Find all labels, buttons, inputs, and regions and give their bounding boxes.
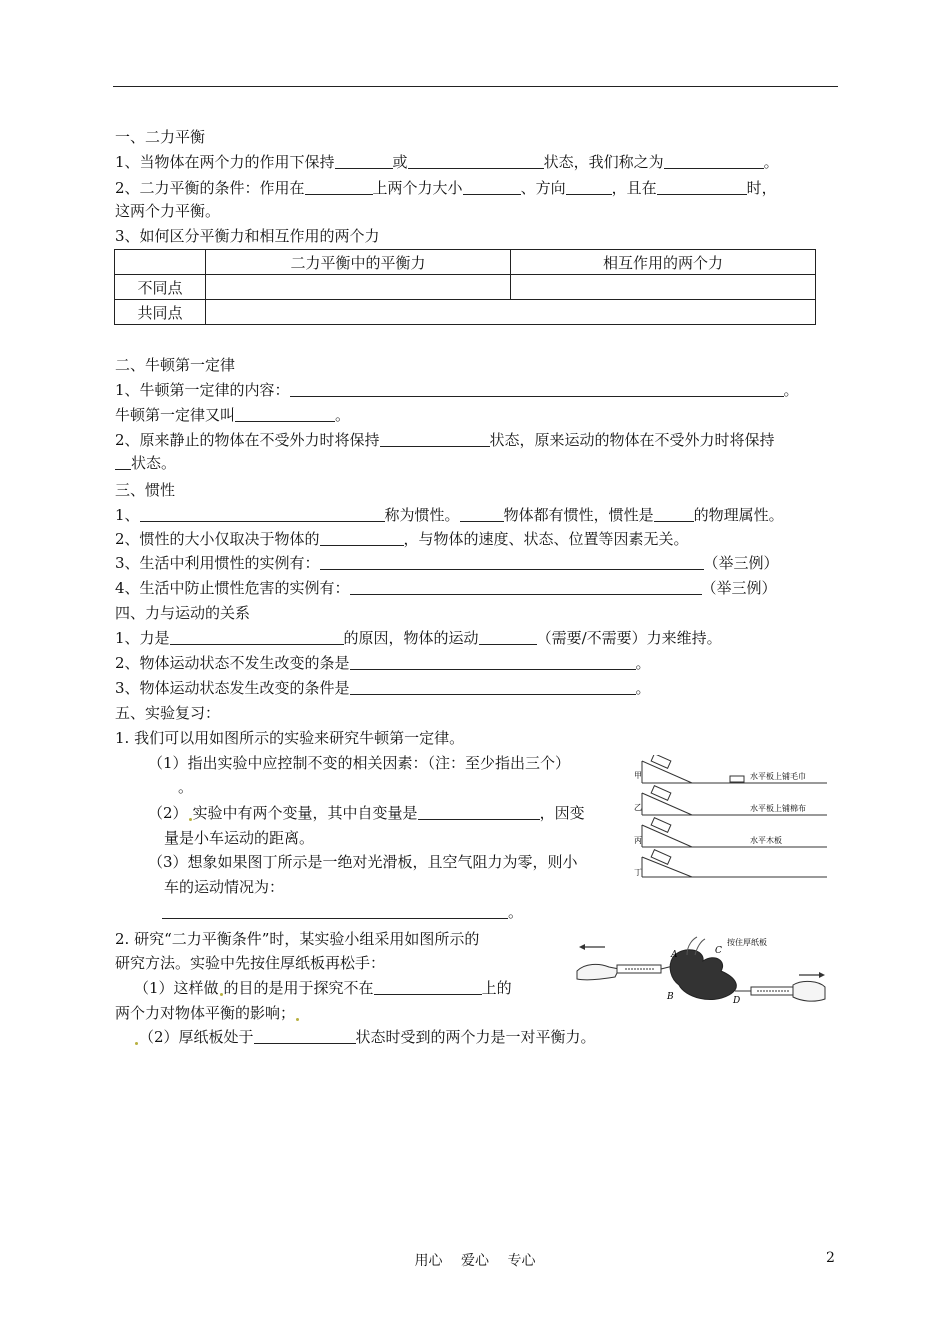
answer-blank[interactable] [335,153,393,169]
label-d: D [733,996,741,1006]
text: （2） [148,804,188,822]
section-1-q2-cont: 这两个力平衡。 [115,202,221,220]
text: 两个力对物体平衡的影响； [115,1004,296,1022]
text: 。 [335,406,351,424]
text: 状态，原来运动的物体在不受外力时将保持 [489,431,775,449]
answer-blank[interactable] [408,153,544,169]
text: 1、 [115,506,140,524]
text: 。 [783,381,799,399]
text: 上的 [481,979,512,997]
answer-blank[interactable] [350,654,636,670]
table-row-label-common: 共同点 [115,300,206,325]
text: 4、生活中防止惯性危害的实例有： [115,579,350,597]
left-hand-icon [577,964,619,979]
label-a: A [671,950,678,960]
row-tag: 丙 [634,836,642,845]
text: ，因变 [539,804,585,822]
text: 上两个力大小 [372,179,463,197]
text: ，与物体的速度、状态、位置等因素无关。 [403,530,689,548]
text: 时， [746,179,777,197]
answer-blank[interactable] [170,629,344,645]
experiment-2-stem-cont: 研究方法。实验中先按住厚纸板再松手： [115,954,386,972]
answer-blank[interactable] [463,179,521,195]
text: 状态，我们称之为 [543,153,664,171]
section-3-title: 三、惯性 [115,481,176,499]
ramp-row-1 [634,755,827,783]
arrow-head-icon [579,944,585,950]
section-2-q2 [115,430,775,450]
answer-blank[interactable] [305,179,373,195]
section-4-q3 [115,678,651,698]
answer-blank[interactable] [140,506,385,522]
answer-blank[interactable] [162,903,508,919]
text: 、方向 [520,179,566,197]
section-1-q1 [115,152,779,172]
table-row-label-diff: 不同点 [115,275,206,300]
answer-blank[interactable] [290,381,784,397]
answer-blank[interactable] [235,406,335,422]
section-3-q2 [115,529,689,549]
section-3-q1 [115,505,784,525]
text: 2、二力平衡的条件：作用在 [115,179,305,197]
figure-note: 按住厚纸板 [727,938,767,947]
text: （需要/不需要）力来维持。 [536,629,722,647]
answer-blank[interactable] [566,179,612,195]
arrow-head-icon [819,972,825,978]
experiment-2-p1 [134,978,512,998]
answer-blank[interactable] [479,629,537,645]
experiment-1-p2 [148,803,585,823]
experiment-2-p1-cont [115,1003,300,1023]
text: ，且在 [611,179,657,197]
text: 。 [635,654,651,672]
text: 3、生活中利用惯性的实例有： [115,554,320,572]
section-5-title: 五、实验复习： [115,704,221,722]
comparison-table [114,249,816,325]
text: 1、当物体在两个力的作用下保持 [115,153,335,171]
answer-blank[interactable] [374,979,482,995]
answer-blank[interactable] [350,579,702,595]
text: 的物理属性。 [693,506,784,524]
answer-blank[interactable] [320,554,704,570]
text: 3、物体运动状态发生改变的条件是 [115,679,350,697]
text: 。 [508,903,524,921]
section-1-q2 [115,178,777,198]
text: 1、牛顿第一定律的内容： [115,381,290,399]
label-c: C [715,946,722,956]
text: 的原因，物体的运动 [343,629,479,647]
table-header-balance: 二力平衡中的平衡力 [206,250,511,275]
experiment-1-p3: （3）想象如果图丁所示是一绝对光滑板，且空气阻力为零，则小 [148,853,578,871]
experiment-1-p3-cont: 车的运动情况为： [164,878,285,896]
text: （举三例） [703,554,779,572]
text: 或 [392,153,408,171]
answer-blank[interactable] [418,804,540,820]
text: 状态时受到的两个力是一对平衡力。 [355,1028,596,1046]
answer-blank[interactable] [350,679,636,695]
table-cell-answer[interactable] [206,275,511,300]
section-1-title: 一、二力平衡 [115,128,206,146]
answer-blank[interactable] [664,153,764,169]
section-2-q2b [115,453,176,473]
surface-label: 水平板上铺毛巾 [750,772,806,781]
row-tag: 乙 [634,803,642,812]
cardboard-shape [670,950,736,1000]
mark-dot [189,818,192,821]
experiment-1-stem: 1. 我们可以用如图所示的实验来研究牛顿第一定律。 [115,729,465,747]
mark-dot [296,1018,299,1021]
text: 实验中有两个变量，其中自变量是 [192,804,418,822]
table-cell-answer[interactable] [511,275,816,300]
header-rule [113,86,838,87]
text: 2、原来静止的物体在不受外力时将保持 [115,431,380,449]
cardboard-experiment-figure [575,935,827,1015]
cart-icon [730,776,744,782]
row-tag: 丁 [634,868,642,877]
ramp-row-3 [634,818,827,847]
experiment-1-p2-cont: 量是小车运动的距离。 [164,829,315,847]
answer-blank[interactable] [657,179,747,195]
surface-label: 水平板上铺棉布 [750,804,806,813]
text: 2、惯性的大小仅取决于物体的 [115,530,320,548]
row-tag: 甲 [634,771,642,780]
table-cell-answer[interactable] [206,300,816,325]
ramp-row-2 [634,786,827,815]
surface-label: 水平木板 [750,836,782,845]
experiment-1-p3-answer [162,902,523,922]
text: 牛顿第一定律又叫 [115,406,236,424]
section-4-q2 [115,653,651,673]
answer-blank[interactable] [115,454,131,470]
text: 的目的是用于探究不在 [223,979,374,997]
page-footer: 用心 爱心 专心 [414,1253,536,1269]
mark-dot [135,1042,138,1045]
text: 2、物体运动状态不发生改变的条是 [115,654,350,672]
page-number: 2 [826,1250,835,1266]
experiment-2-stem: 2. 研究“二力平衡条件”时，某实验小组采用如图所示的 [115,930,480,948]
section-3-q3 [115,553,779,573]
section-2-q1b [115,405,350,425]
experiment-2-p2 [134,1027,596,1047]
section-4-q1 [115,628,722,648]
answer-blank[interactable] [460,506,504,522]
experiment-1-p1: （1）指出实验中应控制不变的相关因素：（注：至少指出三个） [148,754,571,772]
ramp-experiment-figure [632,755,832,879]
table-header-interaction: 相互作用的两个力 [511,250,816,275]
mark-dot [220,993,223,996]
right-hand-icon [793,981,825,1001]
text: （举三例） [701,579,777,597]
text: 状态。 [131,454,177,472]
section-4-title: 四、力与运动的关系 [115,604,251,622]
section-1-q3: 3、如何区分平衡力和相互作用的两个力 [115,227,380,245]
section-3-q4 [115,578,777,598]
label-b: B [667,992,674,1002]
text: （2）厚纸板处于 [139,1028,254,1046]
experiment-1-p1-end: 。 [178,778,194,796]
section-2-q1 [115,380,799,400]
answer-blank[interactable] [320,530,404,546]
section-2-title: 二、牛顿第一定律 [115,356,236,374]
answer-blank[interactable] [654,506,694,522]
answer-blank[interactable] [380,431,490,447]
answer-blank[interactable] [254,1028,356,1044]
text: （1）这样做 [134,979,219,997]
table-corner [115,250,206,275]
text: 。 [635,679,651,697]
text: 称为惯性。 [384,506,460,524]
text: 。 [763,153,779,171]
text: 物体都有惯性，惯性是 [503,506,654,524]
ramp-row-4 [634,850,827,877]
text: 1、力是 [115,629,170,647]
